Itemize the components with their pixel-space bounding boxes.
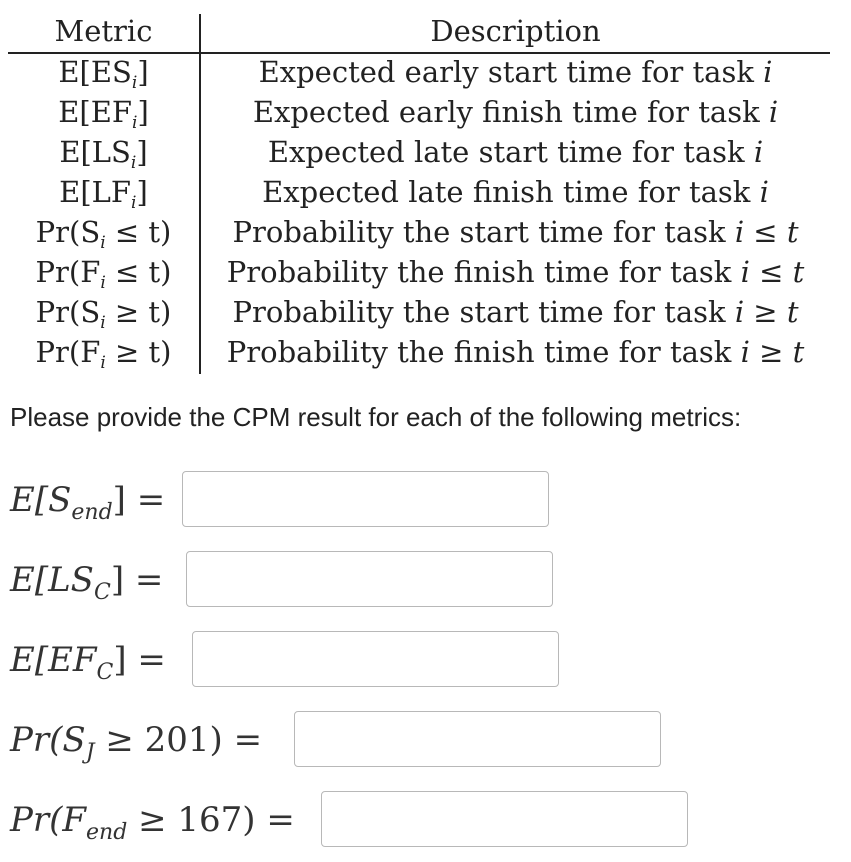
table-row-metric: [8, 212, 199, 252]
table-row-description: [201, 212, 830, 252]
description-variable: i: [768, 95, 779, 129]
formula-text-end: ≥ 201) =: [94, 720, 263, 760]
formula-text: E[EF: [10, 640, 97, 680]
metric-subscript: i: [131, 193, 137, 213]
metric-subscript: i: [100, 233, 106, 253]
table-row-metric: [8, 172, 199, 212]
metric-text-end: ]: [137, 95, 149, 129]
description-variable: i: [740, 335, 750, 369]
description-text: Expected early start time for task: [258, 55, 754, 89]
metric-text: E[EF: [58, 95, 132, 129]
table-row-metric: [8, 252, 199, 292]
description-text: Expected late start time for task: [267, 135, 745, 169]
metric-subscript: i: [100, 313, 106, 333]
metric-text-end: ]: [137, 55, 149, 89]
formula-subscript: end: [86, 820, 128, 845]
formula-label: [10, 791, 295, 849]
formula-text-end: ] =: [112, 480, 166, 520]
formula-text-end: ] =: [113, 640, 166, 680]
description-text: Probability the start time for task: [232, 215, 726, 249]
table-row-metric: [8, 52, 199, 92]
description-variable: i: [763, 55, 773, 89]
description-text: Probability the finish time for task: [226, 255, 732, 289]
metric-text-end: ≥ t): [105, 295, 172, 329]
metric-text: Pr(F: [35, 255, 101, 289]
column-header-metric: Metric: [54, 14, 153, 48]
formula-subscript: J: [85, 740, 95, 765]
metric-subscript: i: [132, 113, 138, 133]
description-relation: ≤ t: [749, 255, 805, 289]
metric-subscript: i: [100, 273, 106, 293]
formula-text-end: ] =: [110, 560, 164, 600]
metric-text-end: ≤ t): [105, 215, 172, 249]
table-row-metric: [8, 292, 199, 332]
answer-input-e-s-end[interactable]: [182, 471, 549, 527]
metric-text-end: ]: [136, 175, 148, 209]
metric-text: E[LF: [59, 175, 132, 209]
description-variable: i: [740, 255, 750, 289]
formula-label: [10, 711, 262, 769]
column-header-description: Description: [430, 14, 601, 48]
formula-subscript: end: [71, 500, 113, 525]
metric-text: Pr(S: [35, 215, 101, 249]
metric-description-table: [8, 14, 830, 374]
table-row-metric: [8, 332, 199, 372]
description-variable: i: [734, 215, 745, 249]
answer-input-pr-f-end[interactable]: [321, 791, 688, 847]
table-row-description: [201, 172, 830, 212]
table-row-description: [201, 132, 830, 172]
answer-input-e-ef-c[interactable]: [192, 631, 559, 687]
table-row-metric: [8, 92, 199, 132]
description-relation: ≥ t: [744, 295, 799, 329]
metric-text-end: ≥ t): [105, 335, 172, 369]
description-variable: i: [759, 175, 769, 209]
table-row-metric: [8, 132, 199, 172]
formula-text: E[LS: [10, 560, 94, 600]
formula-text-end: ≥ 167) =: [127, 800, 295, 840]
table-row-description: [201, 252, 830, 292]
formula-text: E[S: [10, 480, 72, 520]
metric-text: Pr(F: [35, 335, 101, 369]
metric-text-end: ≤ t): [105, 255, 172, 289]
formula-text: Pr(F: [10, 800, 86, 840]
description-text: Probability the start time for task: [232, 295, 726, 329]
metric-subscript: i: [131, 73, 138, 93]
metric-subscript: i: [130, 153, 137, 173]
answer-input-pr-s-j[interactable]: [294, 711, 661, 767]
formula-text: Pr(S: [10, 720, 86, 760]
formula-label: [10, 631, 166, 689]
answer-input-e-ls-c[interactable]: [186, 551, 553, 607]
metric-text: Pr(S: [35, 295, 101, 329]
metric-text: E[LS: [59, 135, 131, 169]
description-variable: i: [753, 135, 764, 169]
table-row-description: [201, 332, 830, 372]
description-relation: ≤ t: [744, 215, 799, 249]
formula-subscript: C: [96, 660, 114, 685]
question-prompt: Please provide the CPM result for each of the following metrics:: [10, 402, 742, 432]
table-row-description: [201, 52, 830, 92]
description-text: Expected early finish time for task: [252, 95, 760, 129]
description-text: Probability the finish time for task: [226, 335, 732, 369]
formula-label: [10, 551, 163, 609]
description-variable: i: [734, 295, 745, 329]
formula-label: [10, 471, 165, 529]
table-row-description: [201, 292, 830, 332]
metric-text-end: ]: [136, 135, 148, 169]
metric-text: E[ES: [58, 55, 132, 89]
table-row-description: [201, 92, 830, 132]
formula-subscript: C: [93, 580, 111, 605]
description-text: Expected late finish time for task: [262, 175, 751, 209]
metric-subscript: i: [100, 353, 106, 373]
description-relation: ≥ t: [749, 335, 805, 369]
